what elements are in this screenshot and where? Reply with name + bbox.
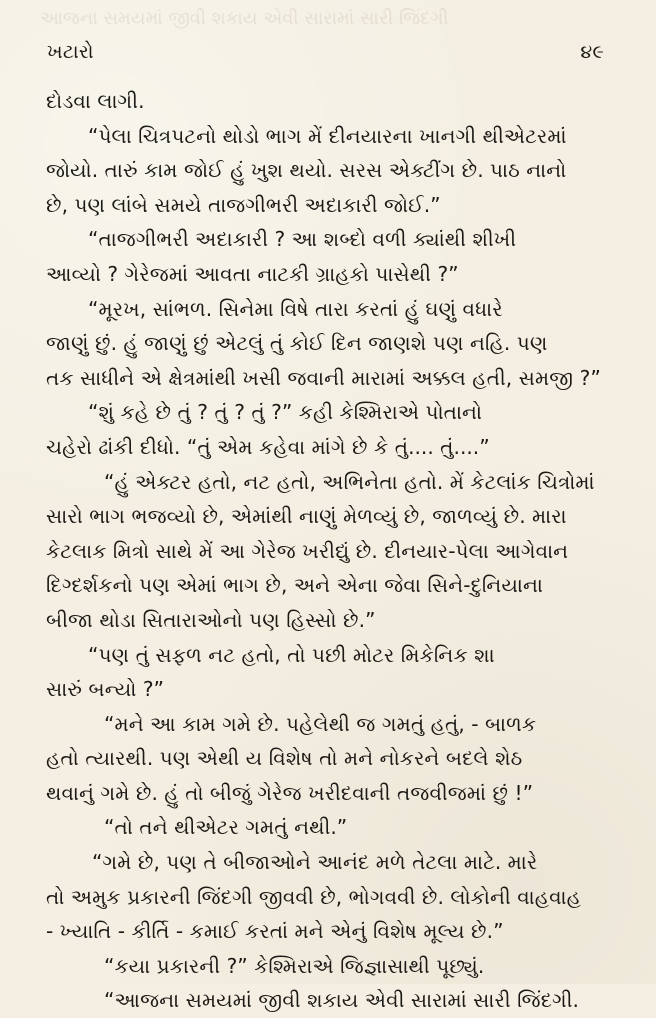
bleed-through-text: આજના સમયમાં જીવી શકાય એવી સારામાં સારી જિંદગી [40,8,449,29]
text-line: હતો ત્યારથી. પણ એથી ય વિશેષ તો મને નોકરને બદલે શેઠ [46,746,523,771]
text-line: “શું કહે છે તું ? તું ? તું ?” કહી કેશ્મિરાએ પોતાનો [88,400,483,425]
text-line: તક સાધીને એ ક્ષેત્રમાંથી ખસી જવાની મારામાં અક્કલ હતી, સમજી ?” [46,365,601,390]
text-line: સારું બન્યો ?” [46,677,165,702]
text-line: છે, પણ લાંબે સમયે તાજગીભરી અદાકારી જોઈ.” [46,192,441,217]
text-line: - ખ્યાતિ - કીર્તિ - કમાઈ કરતાં મને એનું વિશેષ મૂલ્ય છે.” [46,919,504,944]
text-line: સારો ભાગ ભજવ્યો છે, એમાંથી નાણું મેળવ્યું છે, જાળવ્યું છે. મારા [46,504,567,529]
text-line: કેટલાક મિત્રો સાથે મેં આ ગેરેજ ખરીદ્યું છે. દીનયાર-પેલા આગેવાન [46,538,569,563]
page-number: ૪૯ [580,41,604,63]
text-line: “પણ તું સફળ નટ હતો, તો પછી મોટર મિકેનિક શા [88,642,495,667]
running-title: ખટારો [47,41,94,63]
text-line: તો અમુક પ્રકારની જિંદગી જીવવી છે, ભોગવવી છે. લોકોની વાહવાહ [46,884,581,909]
text-line: “મને આ કામ ગમે છે. પહેલેથી જ ગમતું હતું, - બાળક [104,711,537,736]
text-line: “હું એક્ટર હતો, નટ હતો, અભિનેતા હતો. મેં કેટલાંક ચિત્રોમાં [104,469,595,494]
text-line: જોયો. તારું કામ જોઈ હું ખુશ થયો. સરસ એક્ટીંગ છે. પાઠ નાનો [46,158,567,183]
text-line: થવાનું ગમે છે. હું તો બીજું ગેરેજ ખરીદવાની તજવીજમાં છું !” [46,780,534,805]
text-line: “મૂરખ, સાંભળ. સિનેમા વિષે તારા કરતાં હું ઘણું વધારે [88,296,503,321]
text-line: “ગમે છે, પણ તે બીજાઓને આનંદ મળે તેટલા માટે. મારે [92,850,538,875]
text-line: “કયા પ્રકારની ?” કેશ્મિરાએ જિજ્ઞાસાથી પૂછ્યું. [104,953,485,978]
text-line: દિગ્દર્શકનો પણ એમાં ભાગ છે, અને એના જેવા સિને-દુનિયાના [46,573,543,598]
body-text [46,84,610,1018]
text-line: “તો તને થીએટર ગમતું નથી.” [104,815,348,840]
text-line: “આજના સમયમાં જીવી શકાય એવી સારામાં સારી જિંદગી. [104,988,579,1013]
text-line: આવ્યો ? ગેરેજમાં આવતા નાટકી ગ્રાહકો પાસેથી ?” [46,261,459,286]
text-line: “તાજગીભરી અદાકારી ? આ શબ્દો વળી ક્યાંથી શીખી [88,227,517,252]
text-line: બીજા થોડા સિતારાઓનો પણ હિસ્સો છે.” [46,607,376,632]
text-line: “પેલા ચિત્રપટનો થોડો ભાગ મેં દીનયારના ખાનગી થીએટરમાં [88,123,567,148]
page-header [47,38,604,66]
text-line: ચહેરો ઢાંકી દીધો. “તું એમ કહેવા માંગે છે કે તું.... તું....” [46,434,490,459]
text-line: જાણું છું. હું જાણું છું એટલું તું કોઈ દિન જાણશે પણ નહિ. પણ [46,331,548,356]
text-line: દોડવા લાગી. [46,89,145,113]
